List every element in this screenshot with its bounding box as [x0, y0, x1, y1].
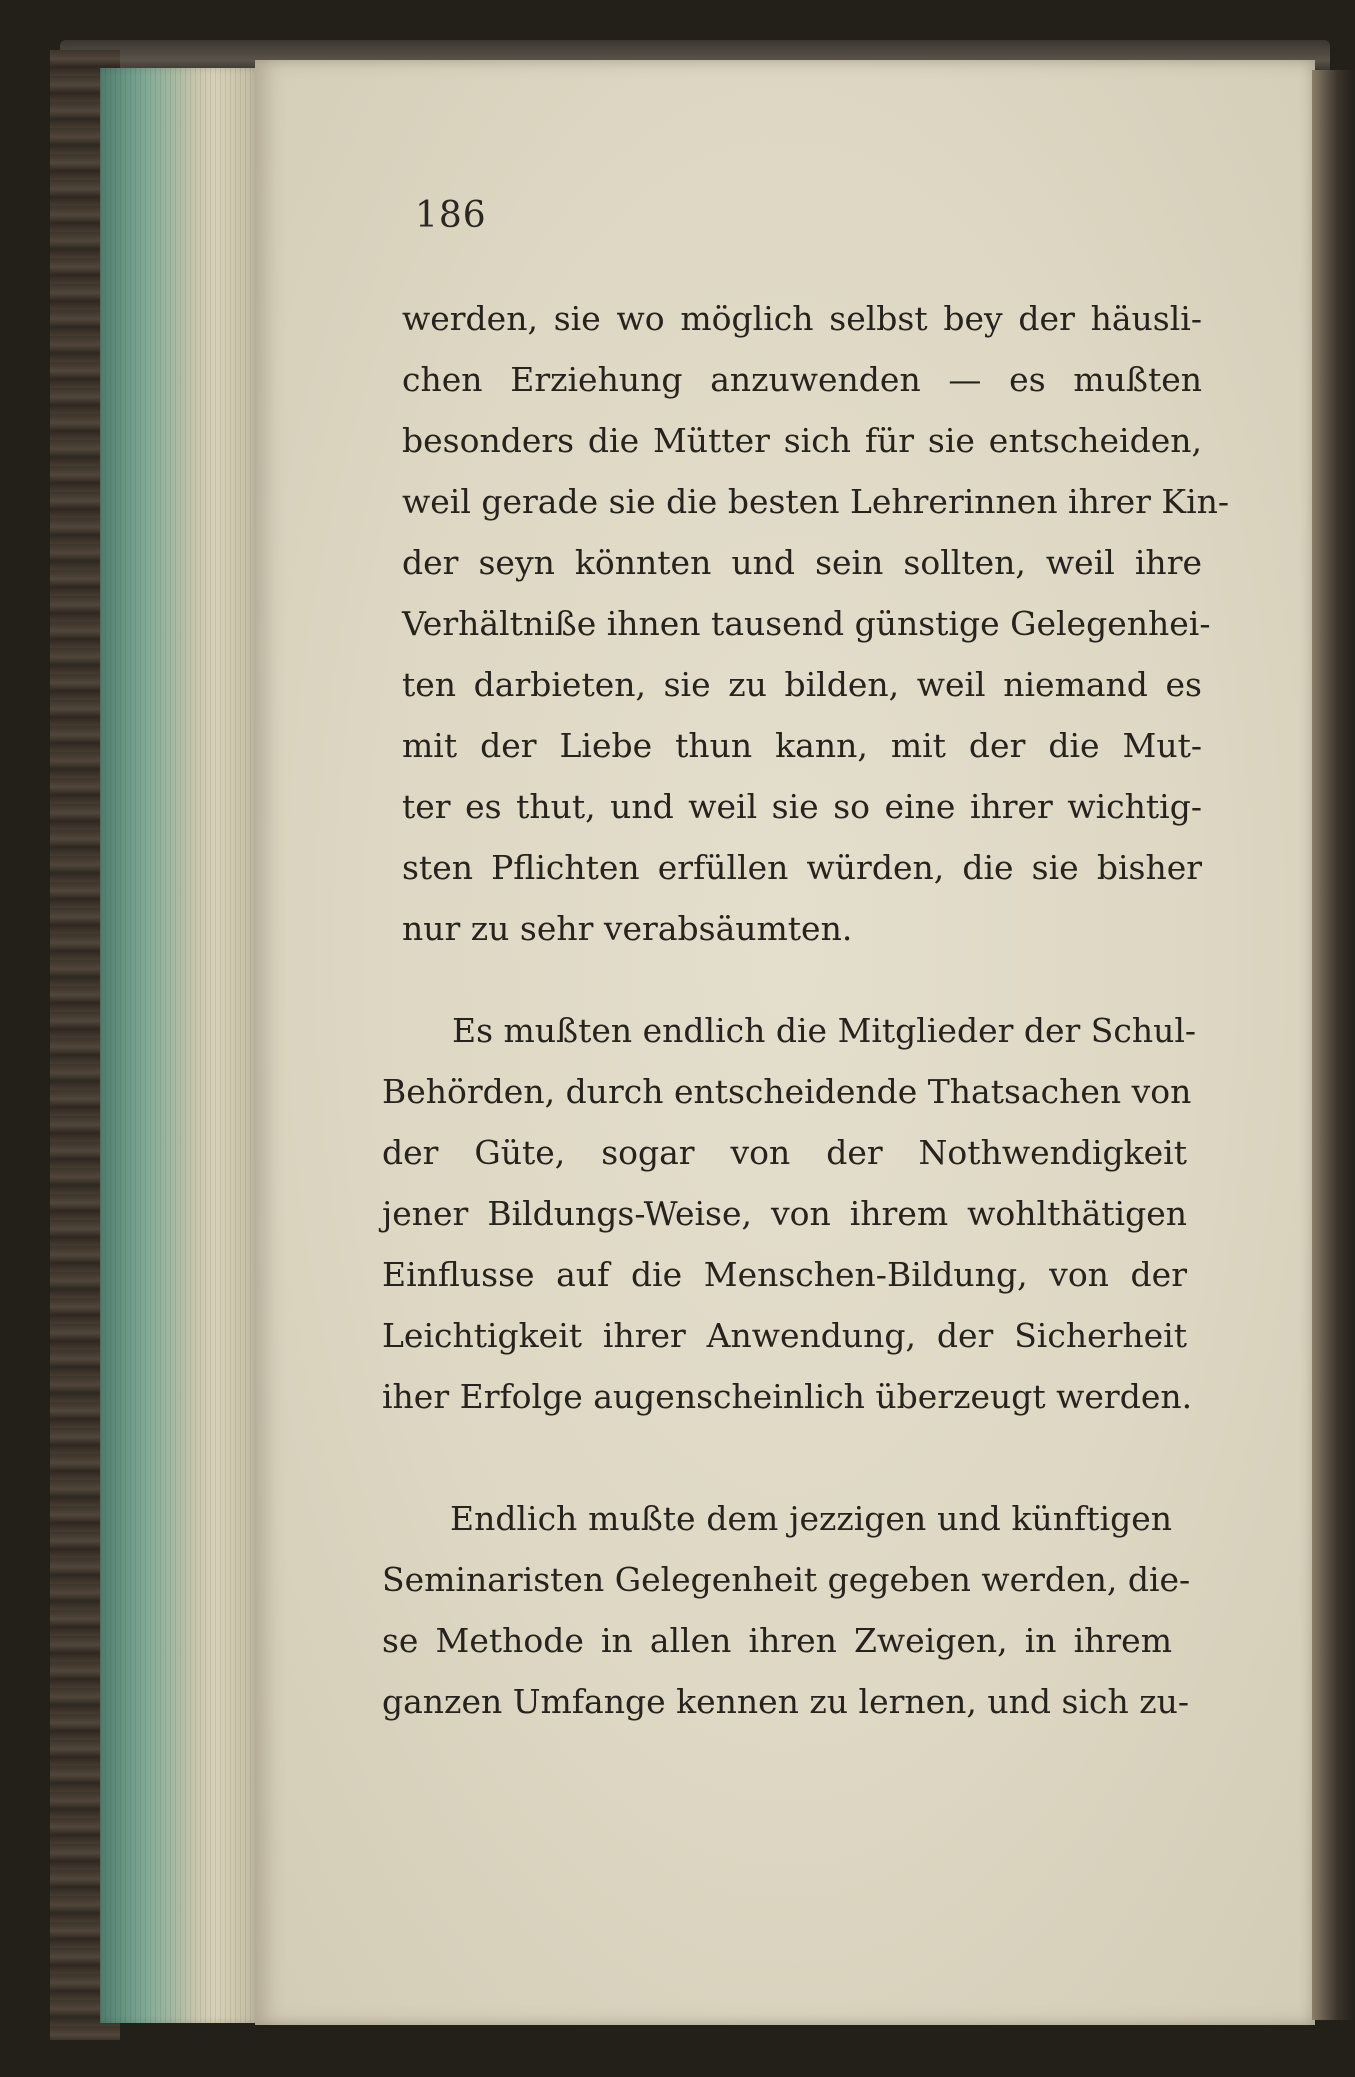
text-line: ganzen Umfange kennen zu lernen, und sich zu- — [382, 1682, 1190, 1721]
text-line: Verhältniße ihnen tausend günstige Gelegenhei- — [402, 604, 1211, 643]
text-line: Seminaristen Gelegenheit gegeben werden, die- — [382, 1560, 1191, 1599]
text-line: Behörden, durch entscheidende Thatsachen von — [382, 1072, 1192, 1111]
text-line: Es mußten endlich die Mitglieder der Schul- — [452, 1011, 1197, 1050]
text-line: chen Erziehung anzuwenden — es mußten — [402, 360, 1202, 399]
text-line: mit der Liebe thun kann, mit der die Mut- — [402, 726, 1202, 765]
text-line: nur zu sehr verabsäumten. — [402, 909, 853, 948]
text-line: iher Erfolge augenscheinlich überzeugt werden. — [382, 1377, 1193, 1416]
page-gutter-shadow — [1312, 70, 1355, 2020]
text-line: jener Bildungs-Weise, von ihrem wohlthätigen — [382, 1194, 1187, 1233]
text-line: Leichtigkeit ihrer Anwendung, der Sicherheit — [382, 1316, 1187, 1355]
text-line: ten darbieten, sie zu bilden, weil niemand es — [402, 665, 1202, 704]
text-line: der Güte, sogar von der Nothwendigkeit — [382, 1133, 1187, 1172]
paragraph-1 — [402, 288, 1230, 959]
text-line: ter es thut, und weil sie so eine ihrer wichtig- — [402, 787, 1202, 826]
text-line: weil gerade sie die besten Lehrerinnen ihrer Kin- — [402, 482, 1230, 521]
page-stack-edges — [100, 68, 260, 2023]
text-line: sten Pflichten erfüllen würden, die sie bisher — [402, 848, 1202, 887]
text-line: der seyn könnten und sein sollten, weil ihre — [402, 543, 1202, 582]
text-line: werden, sie wo möglich selbst bey der häusli- — [402, 299, 1202, 338]
text-line: besonders die Mütter sich für sie entscheiden, — [402, 421, 1202, 460]
page-number: 186 — [415, 195, 487, 236]
text-line: Einflusse auf die Menschen-Bildung, von der — [382, 1255, 1187, 1294]
text-line: Endlich mußte dem jezzigen und künftigen — [450, 1499, 1172, 1538]
paragraph-2 — [382, 1000, 1197, 1427]
text-line: se Methode in allen ihren Zweigen, in ihrem — [382, 1621, 1172, 1660]
paragraph-3 — [382, 1488, 1191, 1732]
